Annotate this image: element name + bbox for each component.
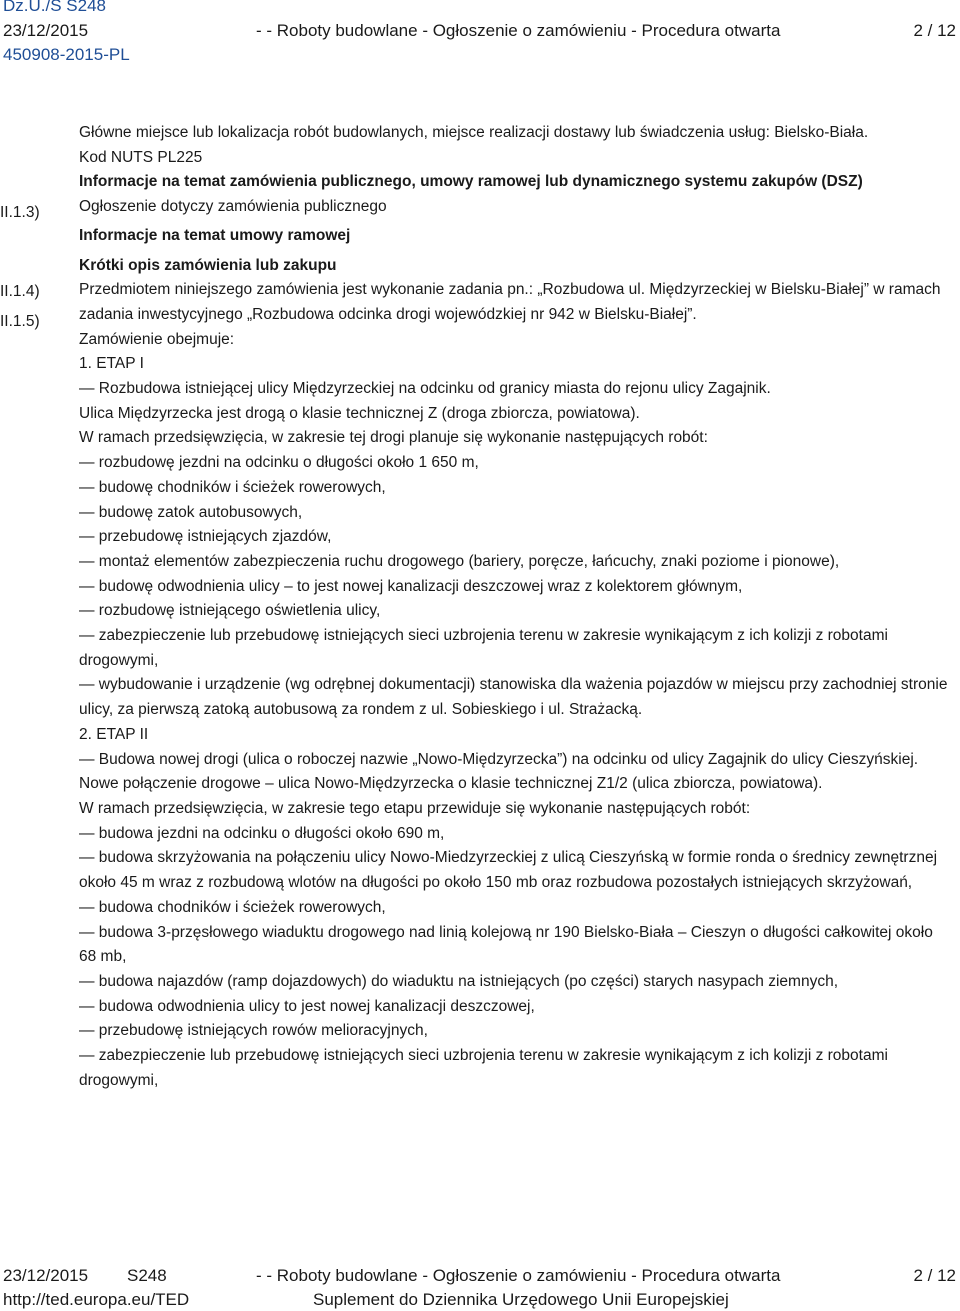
list-item: — przebudowę istniejących rowów melioracyjnych, xyxy=(79,1022,428,1040)
list-item: — budowę odwodnienia ulicy – to jest nowej kanalizacji deszczowej wraz z kolektorem głównym, xyxy=(79,577,743,595)
list-item: Ulica Międzyrzecka jest drogą o klasie technicznej Z (droga zbiorcza, powiatowa). xyxy=(79,404,640,422)
list-item: — przebudowę istniejących zjazdów, xyxy=(79,528,332,546)
list-item: — wybudowanie i urządzenie (wg odrębnej dokumentacji) stanowiska dla ważenia pojazdów w miejscu przy zachodniej stronie ulicy, za pierwszą zatoką autobusową za rondem z ul. Sobieskiego i ul. Strażacką. xyxy=(79,676,948,719)
header-title: - - Roboty budowlane - Ogłoszenie o zamówieniu - Procedura otwarta xyxy=(256,21,781,40)
list-item: Nowe połączenie drogowe – ulica Nowo-Międzyrzecka o klasie technicznej Z1/2 (ulica zbiorcza, powiatowa). xyxy=(79,775,823,793)
notice-id: 450908-2015-PL xyxy=(3,45,130,64)
list-item: — montaż elementów zabezpieczenia ruchu drogowego (bariery, poręcze, łańcuchy, znaki poziome i pionowe), xyxy=(79,552,840,570)
list-item: — budowę chodników i ścieżek rowerowych, xyxy=(79,478,386,496)
list-item: — budowa skrzyżowania na połączeniu ulicy Nowo-Miedzyrzeckiej z ulicą Cieszyńską w formie ronda o średnicy zewnętrznej około 45 m wraz z rozbudową wlotów na długości po około 150 mb oraz rozbudowa pozostałych istniejących skrzyżowań, xyxy=(79,849,938,892)
list-item: — budowa chodników i ścieżek rowerowych, xyxy=(79,898,386,916)
list-item: — budowę zatok autobusowych, xyxy=(79,503,303,521)
footer-date: 23/12/2015 xyxy=(3,1266,89,1285)
description-intro: Przedmiotem niniejszego zamówienia jest wykonanie zadania pn.: „Rozbudowa ul. Międzyrzeckiej w Bielsku-Białej” w ramach zadania inwestycyjnego „Rozbudowa odcinka drogi wojewódzkiej nr 942 w Bielsku-Białej”. xyxy=(79,281,941,323)
list-item: — budowa odwodnienia ulicy to jest nowej kanalizacji deszczowej, xyxy=(79,997,535,1015)
etap-1-heading: 1. ETAP I xyxy=(79,355,144,373)
section-number-ii-1-4: II.1.4) xyxy=(0,283,40,300)
list-item: — Rozbudowa istniejącej ulicy Międzyrzeckiej na odcinku od granicy miasta do rejonu ulicy Zagajnik. xyxy=(79,380,771,398)
list-item: — Budowa nowej drogi (ulica o roboczej nazwie „Nowo-Międzyrzecka”) na odcinku od ulicy Zagajnik do ulicy Cieszyńskiej. xyxy=(79,750,919,768)
section-number-ii-1-3: II.1.3) xyxy=(0,204,40,221)
supplement-label: Suplement do Dziennika Urzędowego Unii Europejskiej xyxy=(313,1290,729,1309)
list-item: — budowa 3-przęsłowego wiaduktu drogowego nad linią kolejową nr 190 Bielsko-Biała – Cieszyn o długości całkowitej około 68 mb, xyxy=(79,923,933,966)
ted-link[interactable]: http://ted.europa.eu/TED xyxy=(3,1290,190,1309)
journal-ref: Dz.U./S S248 xyxy=(3,0,106,15)
list-item: W ramach przedsięwzięcia, w zakresie tej drogi planuje się wykonanie następujących robót: xyxy=(79,429,708,447)
footer-journal: S248 xyxy=(127,1266,167,1285)
list-item: — zabezpieczenie lub przebudowę istniejących sieci uzbrojenia terenu w zakresie wynikającym z ich kolizji z robotami drogowymi, xyxy=(79,1047,888,1089)
list-item: — budowa najazdów (ramp dojazdowych) do wiaduktu na istniejących (po części) starych nasypach ziemnych, xyxy=(79,972,839,990)
header-page-number: 2 / 12 xyxy=(913,21,956,40)
nuts-code: Kod NUTS PL225 xyxy=(79,148,203,166)
framework-heading: Informacje na temat umowy ramowej xyxy=(79,226,351,244)
header-date: 23/12/2015 xyxy=(3,21,89,40)
list-item: W ramach przedsięwzięcia, w zakresie tego etapu przewiduje się wykonanie następujących robót: xyxy=(79,799,751,817)
footer-page-number: 2 / 12 xyxy=(913,1266,956,1285)
list-item: — budowa jezdni na odcinku o długości około 690 m, xyxy=(79,824,445,842)
procurement-info-heading: Informacje na temat zamówienia publicznego, umowy ramowej lub dynamicznego systemu zakupów (DSZ) xyxy=(79,173,863,191)
section-number-ii-1-5: II.1.5) xyxy=(0,313,40,330)
list-item: — zabezpieczenie lub przebudowę istniejących sieci uzbrojenia terenu w zakresie wynikającym z ich kolizji z robotami drogowymi, xyxy=(79,627,888,669)
list-item: — rozbudowę jezdni na odcinku o długości około 1 650 m, xyxy=(79,454,479,472)
notice-body xyxy=(79,121,949,1093)
footer-title: - - Roboty budowlane - Ogłoszenie o zamówieniu - Procedura otwarta xyxy=(256,1266,781,1285)
location-text: Główne miejsce lub lokalizacja robót budowlanych, miejsce realizacji dostawy lub świadczenia usług: Bielsko-Biała. xyxy=(79,124,869,141)
short-description-heading: Krótki opis zamówienia lub zakupu xyxy=(79,256,337,274)
procurement-info-value: Ogłoszenie dotyczy zamówienia publicznego xyxy=(79,198,387,216)
list-item: — rozbudowę istniejącego oświetlenia ulicy, xyxy=(79,602,381,620)
scope-label: Zamówienie obejmuje: xyxy=(79,330,235,348)
etap-2-heading: 2. ETAP II xyxy=(79,725,149,743)
